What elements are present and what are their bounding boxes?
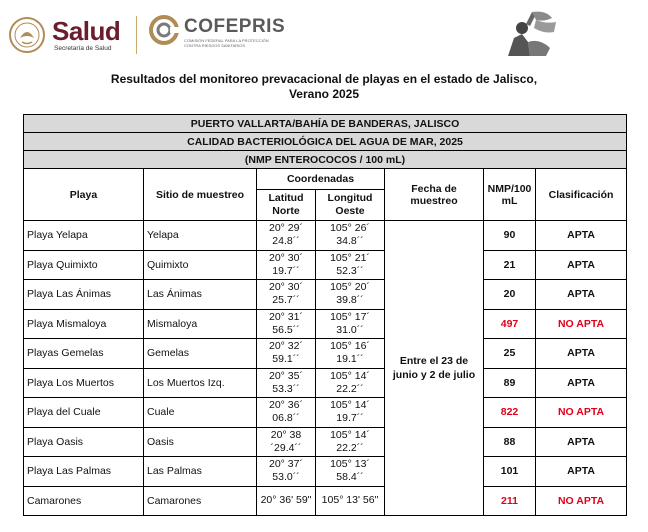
units-heading: (NMP ENTEROCOCOS / 100 mL)	[24, 151, 627, 169]
cell-playa: Playa del Cuale	[24, 398, 144, 428]
cell-longitud: 105° 13' 56"	[316, 486, 385, 516]
salud-subtitle: Secretaría de Salud	[54, 45, 112, 52]
cell-clasificacion: NO APTA	[536, 486, 627, 516]
header-latitud: Latitud Norte	[257, 190, 316, 221]
page-header	[0, 0, 648, 68]
table-row	[24, 309, 627, 339]
header-sitio: Sitio de muestreo	[144, 169, 257, 221]
table-row	[24, 339, 627, 369]
heroine-illustration-icon	[500, 8, 560, 60]
cell-playa: Playa Mismaloya	[24, 309, 144, 339]
cell-nmp: 20	[484, 280, 536, 310]
cell-playa: Playas Gemelas	[24, 339, 144, 369]
cell-longitud: 105° 16´ 19.1´´	[316, 339, 385, 369]
cofepris-logo	[148, 14, 288, 54]
report-title-line-2: Verano 2025	[288, 87, 360, 101]
cell-longitud: 105° 26´ 34.8´´	[316, 221, 385, 251]
header-clasificacion: Clasificación	[536, 169, 627, 221]
cell-sitio: Gemelas	[144, 339, 257, 369]
report-title-line-1: Resultados del monitoreo prevacacional de playas en el estado de Jalisco,	[110, 72, 538, 86]
salud-wordmark: Salud	[52, 16, 121, 46]
table-row	[24, 221, 627, 251]
quality-heading: CALIDAD BACTERIOLÓGICA DEL AGUA DE MAR, 2025	[24, 133, 627, 151]
cell-sitio: Yelapa	[144, 221, 257, 251]
cell-nmp: 497	[484, 309, 536, 339]
cell-clasificacion: APTA	[536, 427, 627, 457]
cell-sitio: Oasis	[144, 427, 257, 457]
table-body	[24, 221, 627, 516]
cell-playa: Playa Las Palmas	[24, 457, 144, 487]
salud-logo	[8, 14, 138, 58]
cell-clasificacion: APTA	[536, 339, 627, 369]
cell-playa: Playa Oasis	[24, 427, 144, 457]
cell-latitud: 20° 38 ´29.4´´	[257, 427, 316, 457]
cell-nmp: 211	[484, 486, 536, 516]
cell-playa: Playa Los Muertos	[24, 368, 144, 398]
cell-fecha-muestreo: Entre el 23 de junio y 2 de julio	[385, 221, 484, 516]
logo-divider	[136, 16, 137, 54]
cell-clasificacion: APTA	[536, 368, 627, 398]
cell-nmp: 101	[484, 457, 536, 487]
cofepris-mark-icon	[148, 14, 180, 46]
cell-longitud: 105° 14´ 19.7´´	[316, 398, 385, 428]
cell-longitud: 105° 21´ 52.3´´	[316, 250, 385, 280]
cell-playa: Playa Yelapa	[24, 221, 144, 251]
cell-playa: Camarones	[24, 486, 144, 516]
cell-nmp: 90	[484, 221, 536, 251]
cell-latitud: 20° 30´ 19.7´´	[257, 250, 316, 280]
cell-latitud: 20° 31´ 56.5´´	[257, 309, 316, 339]
cell-sitio: Camarones	[144, 486, 257, 516]
cell-nmp: 822	[484, 398, 536, 428]
cell-longitud: 105° 14´ 22.2´´	[316, 368, 385, 398]
table-row	[24, 250, 627, 280]
cofepris-wordmark: COFEPRIS	[184, 16, 286, 37]
cell-latitud: 20° 36´ 06.8´´	[257, 398, 316, 428]
table-row	[24, 457, 627, 487]
cell-nmp: 89	[484, 368, 536, 398]
header-longitud: Longitud Oeste	[316, 190, 385, 221]
cell-longitud: 105° 20´ 39.8´´	[316, 280, 385, 310]
region-heading: PUERTO VALLARTA/BAHÍA DE BANDERAS, JALISCO	[24, 115, 627, 133]
cell-nmp: 25	[484, 339, 536, 369]
cell-clasificacion: APTA	[536, 280, 627, 310]
cell-sitio: Las Ánimas	[144, 280, 257, 310]
cell-latitud: 20° 36' 59"	[257, 486, 316, 516]
cell-longitud: 105° 14´ 22.2´´	[316, 427, 385, 457]
beach-results-table	[23, 114, 627, 516]
column-header-row	[24, 169, 627, 190]
header-playa: Playa	[24, 169, 144, 221]
cell-latitud: 20° 37´ 53.0´´	[257, 457, 316, 487]
cell-nmp: 21	[484, 250, 536, 280]
cell-latitud: 20° 30´ 25.7´´	[257, 280, 316, 310]
cell-sitio: Quimixto	[144, 250, 257, 280]
cell-longitud: 105° 13´ 58.4´´	[316, 457, 385, 487]
cell-sitio: Cuale	[144, 398, 257, 428]
cell-longitud: 105° 17´ 31.0´´	[316, 309, 385, 339]
cell-sitio: Los Muertos Izq.	[144, 368, 257, 398]
cell-clasificacion: APTA	[536, 457, 627, 487]
report-title	[0, 72, 648, 102]
header-fecha: Fecha de muestreo	[385, 169, 484, 221]
cell-nmp: 88	[484, 427, 536, 457]
table-band-quality	[24, 133, 627, 151]
cell-playa: Playa Las Ánimas	[24, 280, 144, 310]
table-row	[24, 427, 627, 457]
table-row	[24, 368, 627, 398]
cell-latitud: 20° 35´ 53.3´´	[257, 368, 316, 398]
table-band-region	[24, 115, 627, 133]
cell-clasificacion: NO APTA	[536, 309, 627, 339]
table-row	[24, 486, 627, 516]
table-row	[24, 280, 627, 310]
cell-clasificacion: APTA	[536, 221, 627, 251]
mexico-seal-icon	[8, 16, 46, 54]
cell-latitud: 20° 29´ 24.8´´	[257, 221, 316, 251]
cell-latitud: 20° 32´ 59.1´´	[257, 339, 316, 369]
header-nmp: NMP/100 mL	[484, 169, 536, 221]
table-band-units	[24, 151, 627, 169]
cell-sitio: Mismaloya	[144, 309, 257, 339]
header-coordenadas: Coordenadas	[257, 169, 385, 190]
table-row	[24, 398, 627, 428]
cell-clasificacion: NO APTA	[536, 398, 627, 428]
cell-sitio: Las Palmas	[144, 457, 257, 487]
cell-clasificacion: APTA	[536, 250, 627, 280]
cofepris-subtitle: COMISIÓN FEDERAL PARA LA PROTECCIÓN CONTRA RIESGOS SANITARIOS	[184, 38, 269, 48]
cell-playa: Playa Quimixto	[24, 250, 144, 280]
